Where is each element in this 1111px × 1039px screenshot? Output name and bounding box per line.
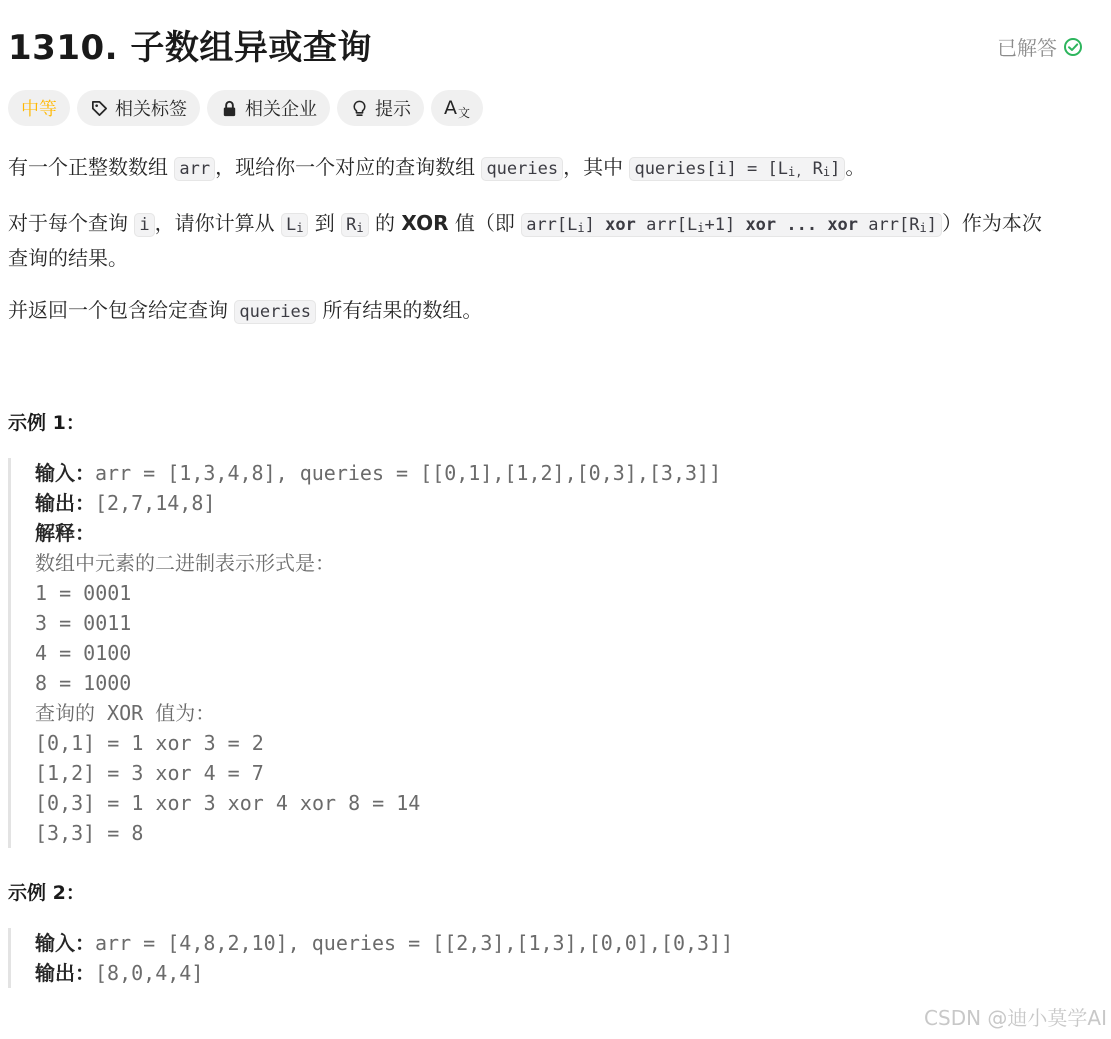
problem-title: 1310. 子数组异或查询 [8,28,372,68]
description-paragraph-2: 对于每个查询 i ，请你计算从 Li 到 Ri 的 XOR 值（即 arr[Li] xor arr[Li+1] xor ... xor arr[Ri] ）作为本次 查询的结果。 [8,211,1042,270]
result-line: [3,3] = 8 [35,821,144,845]
inline-code-arr: arr [174,157,215,181]
example-1-block [8,458,721,848]
inline-code-l: Li [281,213,308,237]
example-1-explain-label: 解释： [35,521,95,545]
result-line: [0,3] = 1 xor 3 xor 4 xor 8 = 14 [35,791,421,815]
lock-icon [220,99,239,118]
binary-line: 4 = 0100 [35,641,132,665]
solved-status-label: 已解答 [997,36,1057,60]
binary-line: 3 = 0011 [35,611,132,635]
inline-code-xor-expression: arr[Li] xor arr[Li+1] xor ... xor arr[Ri] [521,213,942,237]
description-paragraph-3: 并返回一个包含给定查询 queries 所有结果的数组。 [8,298,483,322]
watermark: CSDN @迪小莫学AI [924,1006,1107,1030]
translate-icon: A 文 [444,97,471,120]
binary-line: 8 = 1000 [35,671,132,695]
solved-status[interactable] [997,32,1083,61]
lightbulb-icon [350,99,369,118]
xor-bold: XOR [401,211,449,235]
hint-button[interactable] [337,90,424,126]
result-line: [0,1] = 1 xor 3 = 2 [35,731,264,755]
difficulty-badge[interactable] [8,90,70,126]
description-paragraph-1: 有一个正整数数组 arr ，现给你一个对应的查询数组 queries ，其中 queries[i] = [Li, Ri] 。 [8,155,866,179]
result-line: [1,2] = 3 xor 4 = 7 [35,761,264,785]
translate-icon-letter: A [444,97,457,119]
check-circle-icon [1063,37,1083,57]
example-2-output: 输出：[8,0,4,4] [35,961,204,985]
related-companies-button[interactable] [207,90,330,126]
example-2-input: 输入：arr = [4,8,2,10], queries = [[2,3],[1,3],[0,0],[0,3]] [35,931,734,955]
tag-bar [8,90,483,126]
inline-code-queries: queries [481,157,563,181]
example-2-heading: 示例 2： [8,882,85,904]
related-companies-label: 相关企业 [245,99,317,120]
translate-button[interactable] [431,90,483,126]
related-tags-button[interactable] [77,90,200,126]
example-1-output: 输出：[2,7,14,8] [35,491,216,515]
binary-line: 1 = 0001 [35,581,132,605]
inline-code-queries-2: queries [234,300,316,324]
hint-label: 提示 [375,99,411,120]
inline-code-i: i [134,213,154,237]
inline-code-r: Ri [341,213,368,237]
example-1-input: 输入：arr = [1,3,4,8], queries = [[0,1],[1,2],[0,3],[3,3]] [35,461,722,485]
difficulty-label: 中等 [21,99,57,120]
example-1-explain-text: 数组中元素的二进制表示形式是： [35,551,335,575]
example-1-heading: 示例 1： [8,412,85,434]
tag-icon [90,99,109,118]
related-tags-label: 相关标签 [115,99,187,120]
example-2-block [8,928,733,988]
inline-code-queries-def: queries[i] = [Li, Ri] [629,157,845,181]
example-1-xor-text: 查询的 XOR 值为： [35,701,216,725]
